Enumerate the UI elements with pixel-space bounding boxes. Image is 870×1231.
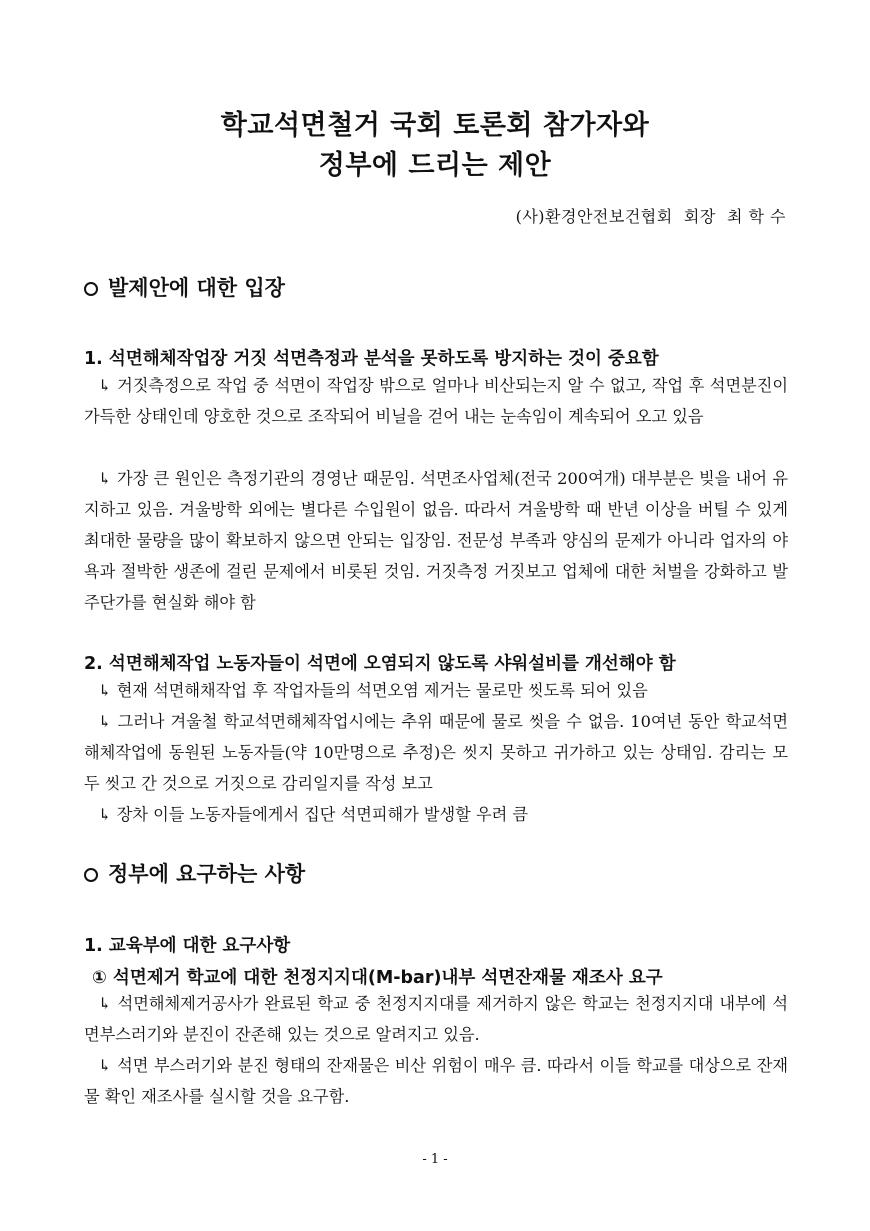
section-heading-position bbox=[84, 272, 285, 302]
paragraph: ↳ 석면해체제거공사가 완료된 학교 중 천정지지대를 제거하지 않은 학교는 천정지지대 내부에 석면부스러기와 분진이 잔존해 있는 것으로 알려지고 있음. bbox=[84, 994, 788, 1044]
paragraph: ↳ 현재 석면해채작업 후 작업자들의 석면오염 제거는 물로만 씻도록 되어 있음 bbox=[98, 681, 648, 700]
item-heading: 1. 교육부에 대한 요구사항 bbox=[84, 936, 291, 956]
author-line: (사)환경안전보건협회 회장 최 학 수 bbox=[515, 207, 786, 226]
paragraph: ↳ 가장 큰 원인은 측정기관의 경영난 때문임. 석면조사업체(전국 200여개) 대부분은 빚을 내어 유지하고 있음. 겨울방학 외에는 별다른 수입원이 없음. 따라서 겨울방학 때 반년 이상을 버틸 수 있게 최대한 물량을 많이 확보하지 않으면 안되는 입장임. 전문성 부족과 양심의 문제가 아니라 업자의 야욕과 절박한 생존에 걸린 문제에서 비롯된 것임. 거짓측정 거짓보고 업체에 대한 처벌을 강화하고 발주단가를 현실화 해야 함 bbox=[84, 469, 788, 612]
paragraph: ↳ 장차 이들 노동자들에게서 집단 석면피해가 발생할 우려 큼 bbox=[98, 805, 529, 824]
circle-bullet-icon bbox=[84, 282, 98, 296]
section-heading-requests bbox=[84, 858, 305, 888]
paragraph: ↳ 석면 부스러기와 분진 형태의 잔재물은 비산 위험이 매우 큼. 따라서 이들 학교를 대상으로 잔재물 확인 재조사를 실시할 것을 요구함. bbox=[84, 1056, 788, 1106]
paragraph: ↳ 그러나 겨울철 학교석면해체작업시에는 추위 때문에 물로 씻을 수 없음. 10여년 동안 학교석면해체작업에 동원된 노동자들(약 10만명으로 추정)은 씻지 못하고 귀가하고 있는 상태임. 감리는 모두 씻고 간 것으로 거짓으로 감리일지를 작성 보고 bbox=[84, 712, 788, 793]
document-title-line1: 학교석면철거 국회 토론회 참가자와 bbox=[220, 110, 650, 141]
section-heading-text: 정부에 요구하는 사항 bbox=[108, 862, 306, 886]
page-number: - 1 - bbox=[422, 1152, 448, 1167]
document-title-line2: 정부에 드리는 제안 bbox=[318, 150, 552, 181]
sub-item-heading: ① 석면제거 학교에 대한 천정지지대(M-bar)내부 석면잔재물 재조사 요구 bbox=[92, 968, 663, 988]
circle-bullet-icon bbox=[84, 868, 98, 882]
paragraph: ↳ 거짓측정으로 작업 중 석면이 작업장 밖으로 얼마나 비산되는지 알 수 없고, 작업 후 석면분진이 가득한 상태인데 양호한 것으로 조작되어 비닐을 걷어 내는 눈속임이 계속되어 오고 있음 bbox=[84, 376, 788, 426]
section-heading-text: 발제안에 대한 입장 bbox=[108, 276, 285, 300]
item-heading: 2. 석면해체작업 노동자들이 석면에 오염되지 않도록 샤워설비를 개선해야 함 bbox=[84, 654, 676, 674]
item-heading: 1. 석면해체작업장 거짓 석면측정과 분석을 못하도록 방지하는 것이 중요함 bbox=[84, 349, 659, 369]
